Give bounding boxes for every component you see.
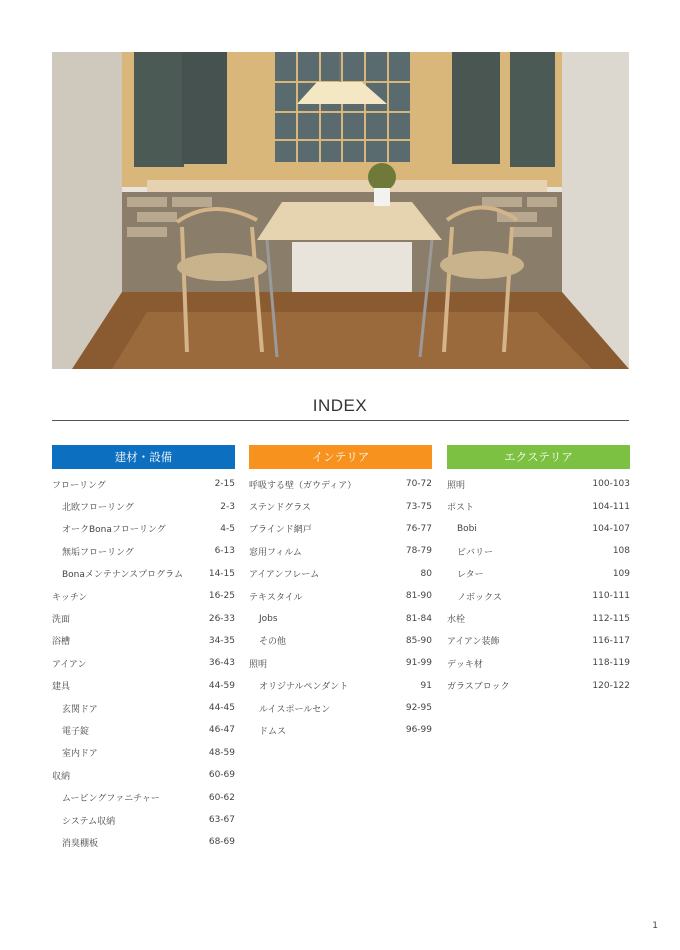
entry-list [52,473,235,854]
index-entry [249,652,432,674]
entry-pages: 26-33 [208,613,235,624]
entry-list [447,473,630,697]
entry-pages: 120-122 [592,680,630,691]
entry-pages: 34-35 [208,635,235,646]
entry-label: 照明 [249,659,268,670]
entry-pages: 110-111 [592,591,630,602]
entry-pages: 78-79 [405,546,432,557]
entry-pages: 108 [612,546,630,557]
dining-room-illustration [52,52,629,369]
entry-label: 窓用フィルム [249,547,302,558]
index-entry [52,742,235,764]
index-entry [249,719,432,741]
index-entry [249,563,432,585]
entry-pages: 100-103 [592,479,630,490]
entry-label: 浴槽 [52,637,71,648]
entry-label: システム収納 [62,816,116,827]
entry-pages: 76-77 [405,523,432,534]
index-entry [52,518,235,540]
entry-label: アイアンフレーム [249,570,320,581]
entry-label: フローリング [52,480,106,491]
page-number: 1 [652,921,658,931]
entry-pages: 80 [420,568,432,579]
index-entry [249,607,432,629]
index-entry [52,652,235,674]
index-entry [249,518,432,540]
index-entry [447,585,630,607]
category-column-building [52,445,235,854]
entry-label: 北欧フローリング [62,503,134,514]
entry-pages: 81-84 [405,613,432,624]
entry-pages: 112-115 [592,613,630,624]
entry-pages: 46-47 [208,725,235,736]
entry-pages: 81-90 [405,591,432,602]
entry-label: ムービングファニチャー [62,794,160,805]
entry-label: 照明 [447,480,466,491]
entry-pages: 104-111 [592,501,630,512]
entry-pages: 2-15 [214,479,235,490]
title-divider [52,420,629,421]
entry-pages: 92-95 [405,703,432,714]
entry-label: Bobi [457,523,477,534]
entry-pages: 44-45 [208,703,235,714]
index-entry [447,495,630,517]
entry-label: 電子錠 [62,726,90,737]
index-entry [52,630,235,652]
entry-label: 洗面 [52,615,71,626]
index-entry [447,630,630,652]
entry-label: Bonaメンテナンスプログラム [62,570,184,581]
entry-label: ガラスブロック [447,682,510,693]
entry-label: 室内ドア [62,749,98,760]
entry-label: ビバリー [457,547,494,558]
index-entry [447,563,630,585]
entry-label: 収納 [52,771,71,782]
entry-label: 無垢フローリング [62,547,134,558]
entry-label: 消臭棚板 [62,838,99,849]
category-heading: 建材・設備 [52,445,235,469]
entry-pages: 63-67 [208,815,235,826]
category-column-interior [249,445,432,742]
entry-pages: 60-69 [208,770,235,781]
entry-label: ブラインド網戸 [249,525,312,536]
category-heading: インテリア [249,445,432,469]
entry-pages: 70-72 [405,479,432,490]
entry-label: オリジナルペンダント [259,682,349,693]
entry-label: ドムス [259,726,287,737]
entry-label: ルイスポールセン [259,704,331,715]
entry-list [249,473,432,742]
index-entry [52,786,235,808]
entry-label: アイアン装飾 [447,637,500,648]
entry-pages: 73-75 [405,501,432,512]
entry-label: ノボックス [457,592,502,603]
index-entry [52,831,235,853]
index-entry [249,495,432,517]
entry-pages: 48-59 [208,747,235,758]
index-entry [249,473,432,495]
entry-label: テキスタイル [249,592,303,603]
entry-pages: 60-62 [208,792,235,803]
entry-pages: 91-99 [405,658,432,669]
entry-label: Jobs [259,613,278,624]
index-entry [447,675,630,697]
entry-pages: 96-99 [405,725,432,736]
category-column-exterior [447,445,630,697]
entry-pages: 116-117 [592,635,630,646]
index-entry [249,630,432,652]
entry-label: ポスト [447,503,475,514]
entry-pages: 68-69 [208,837,235,848]
entry-pages: 109 [612,568,630,579]
index-entry [52,607,235,629]
index-entry [52,764,235,786]
index-entry [52,675,235,697]
entry-label: 呼吸する壁（ガウディア） [249,480,357,491]
entry-pages: 118-119 [592,658,630,669]
index-entry [447,607,630,629]
index-entry [52,495,235,517]
entry-pages: 14-15 [208,568,235,579]
entry-label: アイアン [52,659,87,670]
entry-label: レター [457,570,484,581]
index-entry [52,697,235,719]
index-entry [249,585,432,607]
index-entry [249,540,432,562]
index-entry [52,809,235,831]
entry-pages: 104-107 [592,523,630,534]
entry-label: ステンドグラス [249,503,311,514]
index-entry [52,719,235,741]
dining-room-photo [52,52,629,369]
entry-pages: 85-90 [405,635,432,646]
entry-pages: 36-43 [208,658,235,669]
entry-label: 玄関ドア [62,704,98,715]
entry-pages: 2-3 [220,501,235,512]
index-entry [52,563,235,585]
entry-label: 水栓 [447,615,466,626]
entry-pages: 16-25 [208,591,235,602]
index-entry [52,540,235,562]
entry-label: 建具 [52,682,71,693]
entry-pages: 4-5 [220,523,235,534]
index-entry [447,518,630,540]
index-entry [52,585,235,607]
entry-label: デッキ材 [447,659,483,670]
entry-pages: 6-13 [214,546,235,557]
category-heading: エクステリア [447,445,630,469]
index-entry [447,540,630,562]
index-entry [249,697,432,719]
index-entry [249,675,432,697]
entry-label: キッチン [52,592,88,603]
entry-label: その他 [259,637,287,648]
index-entry [447,473,630,495]
entry-pages: 91 [420,680,432,691]
entry-label: オークBonaフローリング [62,525,166,536]
index-entry [447,652,630,674]
index-entry [52,473,235,495]
entry-pages: 44-59 [208,680,235,691]
index-title: INDEX [312,396,368,415]
